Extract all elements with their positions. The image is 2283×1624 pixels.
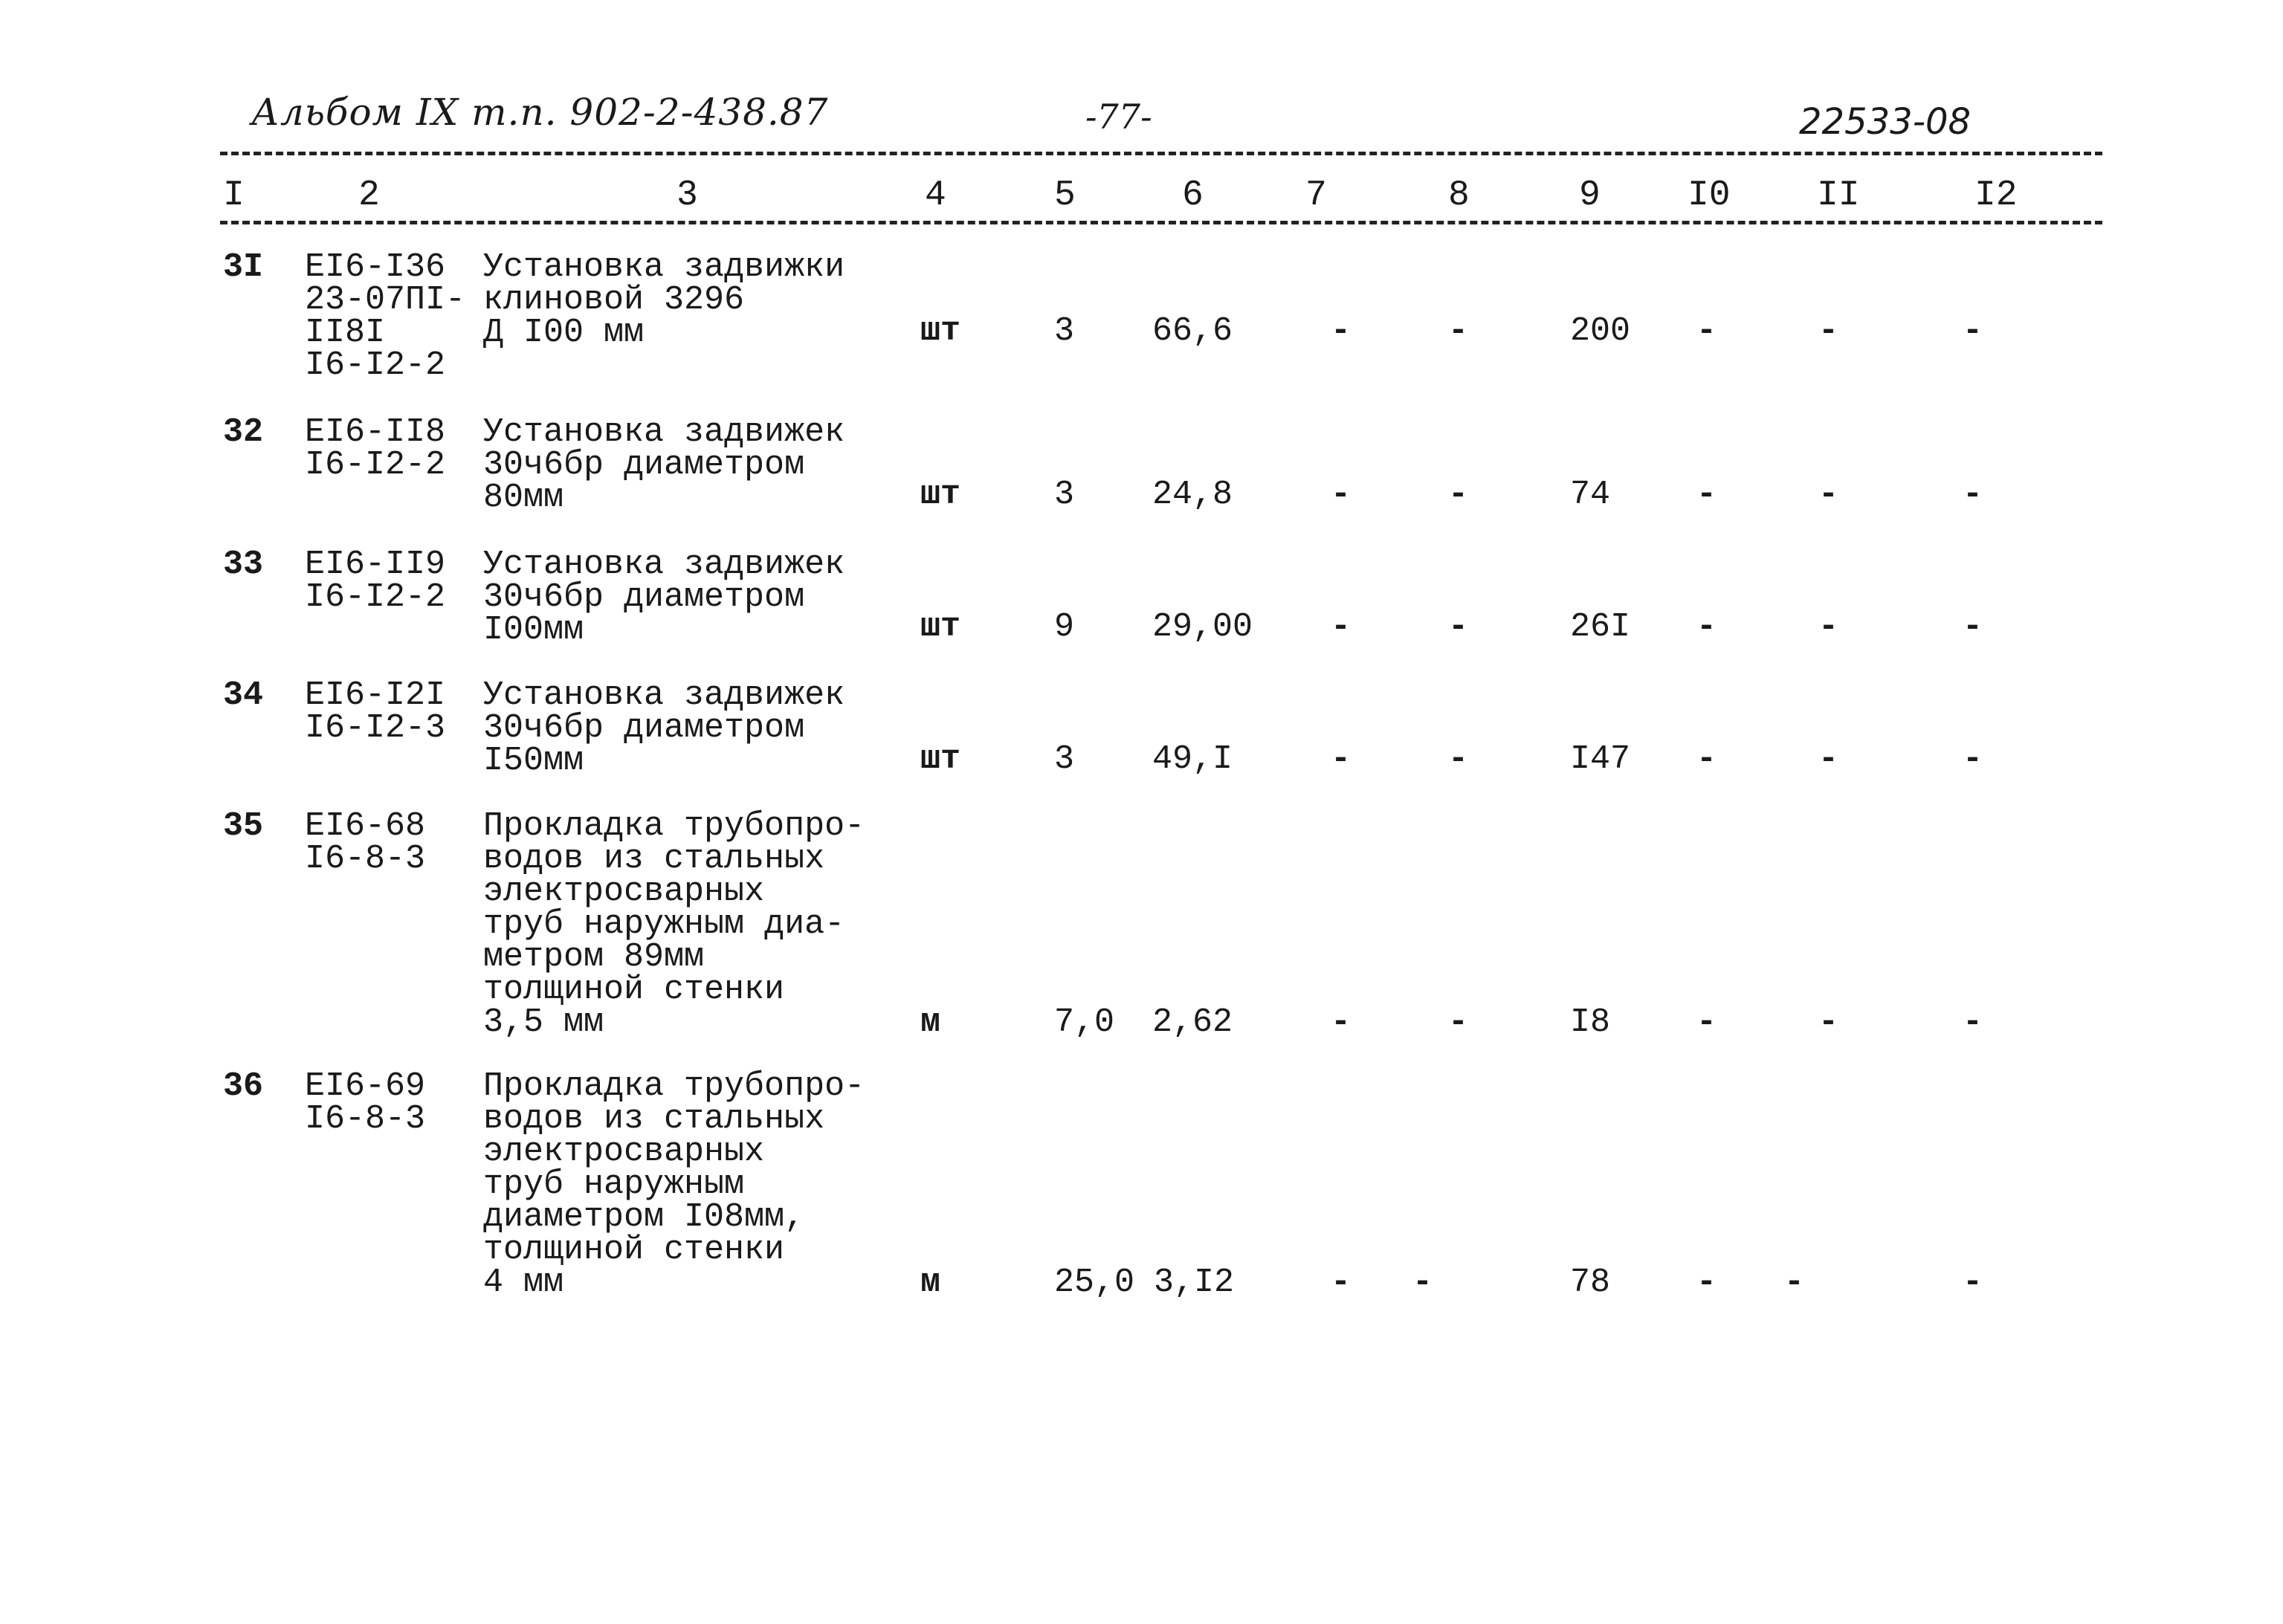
- row-col11: -: [1784, 1264, 1805, 1301]
- row-col6: 66,6: [1152, 312, 1233, 350]
- row-col9: I8: [1570, 1003, 1611, 1041]
- row-description: Установка задвижек 30ч6бр диаметром 80мм: [483, 413, 845, 517]
- row-col9: 78: [1570, 1264, 1611, 1301]
- row-col6: 3,I2: [1154, 1264, 1235, 1301]
- column-header-9: 9: [1579, 175, 1601, 216]
- row-col12: -: [1963, 476, 1983, 514]
- row-col6: 29,00: [1152, 608, 1253, 646]
- row-col10: -: [1696, 476, 1717, 514]
- row-col12: -: [1963, 312, 1983, 350]
- row-quantity: 9: [1054, 608, 1075, 646]
- row-description: Прокладка трубопро- водов из стальных электросварных труб наружным диа- метром 89мм толщиной стенки 3,5 мм: [483, 807, 865, 1041]
- column-header-12: I2: [1974, 175, 2018, 216]
- row-col8: -: [1448, 1003, 1469, 1041]
- album-reference: Альбом IX т.п. 902-2-438.87: [251, 91, 829, 134]
- page-number: -77-: [1085, 97, 1152, 137]
- row-col12: -: [1963, 608, 1983, 646]
- row-description: Прокладка трубопро- водов из стальных электросварных труб наружным диаметром I08мм, толщиной стенки 4 мм: [483, 1067, 865, 1301]
- row-col11: -: [1818, 1003, 1839, 1041]
- row-col11: -: [1818, 608, 1839, 646]
- column-header-1: I: [223, 175, 245, 216]
- row-col11: -: [1818, 740, 1839, 778]
- column-header-5: 5: [1054, 175, 1076, 216]
- row-code: EI6-69 I6-8-3: [305, 1067, 426, 1138]
- row-col9: 74: [1570, 476, 1611, 514]
- row-description: Установка задвижек 30ч6бр диаметром I00мм: [483, 546, 845, 649]
- row-col7: -: [1331, 476, 1352, 514]
- row-col12: -: [1963, 740, 1983, 778]
- row-quantity: 3: [1054, 740, 1075, 778]
- row-number: 32: [223, 413, 264, 451]
- row-quantity: 3: [1054, 312, 1075, 350]
- row-code: EI6-II8 I6-I2-2: [305, 413, 446, 484]
- row-code: EI6-I2I I6-I2-3: [305, 676, 446, 747]
- row-code: EI6-68 I6-8-3: [305, 807, 426, 878]
- row-quantity: 7,0: [1054, 1003, 1115, 1041]
- row-col8: -: [1412, 1264, 1433, 1301]
- column-header-4: 4: [925, 175, 946, 216]
- row-col8: -: [1448, 312, 1469, 350]
- header-divider: [220, 221, 2102, 224]
- row-col10: -: [1696, 740, 1717, 778]
- row-col7: -: [1331, 312, 1352, 350]
- row-number: 3I: [223, 248, 264, 286]
- row-unit: шт: [920, 312, 961, 350]
- row-col11: -: [1818, 476, 1839, 514]
- row-col8: -: [1448, 476, 1469, 514]
- document-code: 22533-08: [1799, 101, 1972, 143]
- row-col7: -: [1331, 1264, 1352, 1301]
- row-number: 35: [223, 807, 264, 845]
- column-header-2: 2: [358, 175, 380, 216]
- row-col11: -: [1818, 312, 1839, 350]
- row-col9: 26I: [1570, 608, 1631, 646]
- row-col12: -: [1963, 1003, 1983, 1041]
- column-header-6: 6: [1182, 175, 1204, 216]
- row-unit: м: [920, 1264, 941, 1301]
- row-col8: -: [1448, 740, 1469, 778]
- row-col9: 200: [1570, 312, 1631, 350]
- row-unit: шт: [920, 740, 961, 778]
- row-col7: -: [1331, 1003, 1352, 1041]
- row-unit: шт: [920, 476, 961, 514]
- row-unit: шт: [920, 608, 961, 646]
- row-col7: -: [1331, 740, 1352, 778]
- row-col8: -: [1448, 608, 1469, 646]
- column-header-10: I0: [1688, 175, 1731, 216]
- row-col10: -: [1696, 1003, 1717, 1041]
- column-header-11: II: [1817, 175, 1860, 216]
- column-header-7: 7: [1305, 175, 1327, 216]
- row-col6: 2,62: [1152, 1003, 1233, 1041]
- column-header-3: 3: [676, 175, 698, 216]
- row-col12: -: [1963, 1264, 1983, 1301]
- row-col10: -: [1696, 608, 1717, 646]
- row-number: 34: [223, 676, 264, 714]
- row-col10: -: [1696, 1264, 1717, 1301]
- row-description: Установка задвижек 30ч6бр диаметром I50мм: [483, 676, 845, 780]
- column-header-8: 8: [1448, 175, 1470, 216]
- row-col6: 49,I: [1152, 740, 1233, 778]
- row-col10: -: [1696, 312, 1717, 350]
- row-col6: 24,8: [1152, 476, 1233, 514]
- row-code: EI6-II9 I6-I2-2: [305, 546, 446, 616]
- top-divider: [220, 152, 2102, 155]
- row-col9: I47: [1570, 740, 1631, 778]
- row-number: 33: [223, 546, 264, 583]
- row-quantity: 3: [1054, 476, 1075, 514]
- row-unit: м: [920, 1003, 941, 1041]
- row-code: EI6-I36 23-07ПI- II8I I6-I2-2: [305, 248, 466, 384]
- row-description: Установка задвижки клиновой 3296 Д I00 мм: [483, 248, 845, 352]
- row-col7: -: [1331, 608, 1352, 646]
- row-number: 36: [223, 1067, 264, 1105]
- row-quantity: 25,0: [1054, 1264, 1135, 1301]
